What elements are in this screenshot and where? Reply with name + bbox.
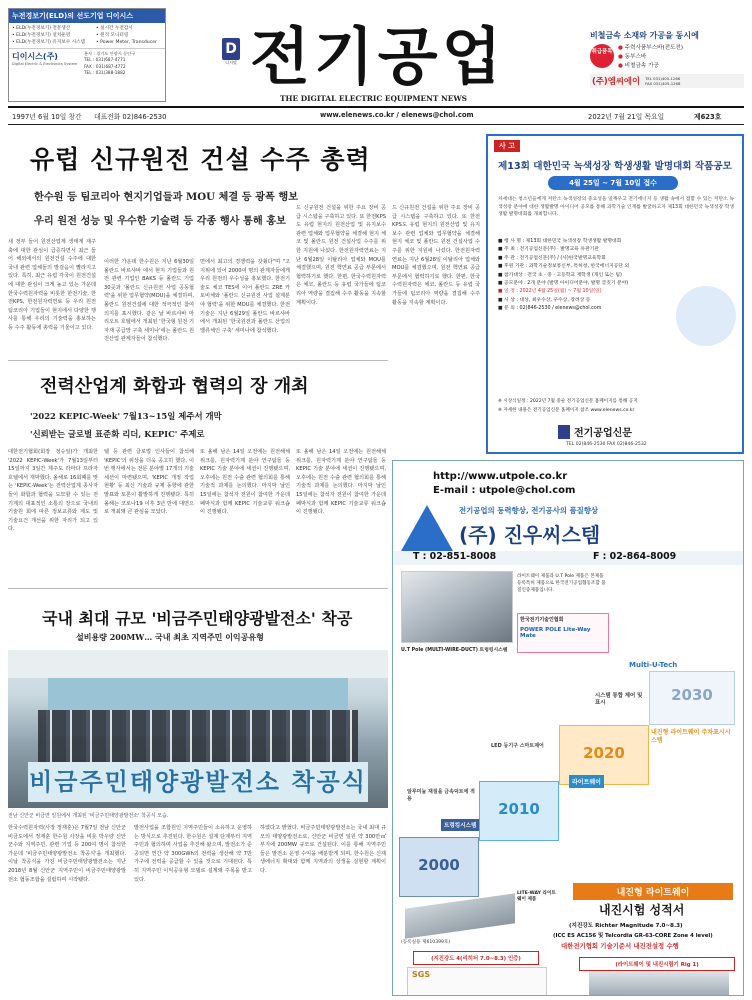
people-group <box>38 710 358 766</box>
product-photo <box>401 571 513 643</box>
notice-sign-sub: TEL 02)846-2530 FAX 02)846-2532 <box>566 442 647 447</box>
ad-left-contact: TEL : 031)388-1882 <box>84 70 126 76</box>
ad-left-item2: • 실시간 누전감시 <box>96 26 133 31</box>
ad-left-item2: • 원격 모니터링 <box>96 33 129 38</box>
article1-col: 드 신규원전 건설을 위한 주요 장비 공급 시스템을 구축하고 있다. 또 한전KPS도 유럽 현지의 원전산업 및 유지보수 관련 업체와 업무협약을 체결해 현지 체코 및 폴란드 원전 건설사업 수주를 위한 지원에 나섰다. 한전원자력연료는 지난 6월28일 이탈리아 업체와 MOU를 체결했으며, 원전 핵연료 공급 부문에서 협력하기로 했다. 한편, 한국수력원자력은 체코, 폴란드 등 유럽 국가들에 팀코리아 역량을 결집해 수주 활동을 지속할 계획이다. <box>392 205 480 306</box>
issue-number: 제623호 <box>694 113 722 121</box>
ad-logo-icon <box>401 505 453 551</box>
notice-row: ■ 공모분야 : 2개 분야 (발명 아이디어분야, 발명 글짓기 분야) <box>498 281 629 287</box>
notice-title: 제13회 대한민국 녹색성장 학생생활 발명대회 작품공모 <box>498 161 732 172</box>
step-2010 <box>479 781 559 841</box>
article2-col: 또 올해 남은 14일 오전에는 원전해체 위크를, 원자력기계 분야 연구팀들 등 KEPIC 기술 분야에 세션이 진행됐으며, 오후에는 원전 수출 관련 협의회를 통해 기술적 과제를 논의했다. 마지막 날인 15일에는 참석자 전원이 참여한 가운데 폐막식과 함께 KEPIC 기술교류 워크숍이 진행됐다. <box>296 449 386 516</box>
step-label: 2000 <box>418 856 460 874</box>
cert-title: 한국전기기술인협회 <box>520 617 564 623</box>
ad-tel: T : 02-851-8008 <box>413 551 497 562</box>
article2-col: 또 올해 남은 14일 오전에는 원전해체 위크를, 원자력기계 분야 연구팀들 등 KEPIC 기술 분야에 세션이 진행됐으며, 오후에는 원전 수출 관련 협의회를 통해 기술적 과제를 논의했다. 마지막 날인 15일에는 참석자 전원이 참여한 가운데 폐막식과 함께 KEPIC 기술교류 워크숍이 진행됐다. <box>200 449 290 516</box>
notice-row: ■ 문 의 : 02)846-2530 / elenews@chol.com <box>498 306 602 312</box>
article2-subheadline: '2022 KEPIC-Week' 7월13~15일 제주서 개막 <box>30 411 222 421</box>
notice-row: ■ 참가대상 : 전국 초 · 중 · 고등학교 재학생 (개인 또는 팀) <box>498 272 622 278</box>
step-2030 <box>649 671 735 725</box>
ad-left-item2: • Power Meter, Transducer <box>96 40 157 45</box>
ad-left <box>8 8 166 102</box>
notice-box <box>486 134 744 454</box>
notice-footer: ※ 자세한 내용은 전기공업신문 홈페이지 참조 www.elenews.co.kr <box>498 408 635 413</box>
bullet-icon: ● <box>618 45 625 51</box>
step-label: 2020 <box>583 744 625 762</box>
ad-right-item: 비철금속 가공 <box>624 63 659 69</box>
article1-subheadline: 우리 원전 성능 및 우수한 기술력 등 각종 행사 통해 홍보 <box>34 215 286 227</box>
ad-slogan: 전기공업의 동력향상, 전기공사의 품질향상 <box>459 506 599 515</box>
ad-email: E-mail : utpole@chol.com <box>433 485 576 496</box>
ad-right-tel: FAX 031)405-1268 <box>645 81 681 86</box>
article2-col: 대한전기협회(회장 정승일)가 개최한 '2022 KEPIC-Week'가 7월13일부터 15일까지 3일간 제주도 라마다 프라자 호텔에서 개막했다. 올해로 16회째를 맞는 'KEPIC-Week'는 전력산업계 종사자들이 화합과 협력을 도모할 수 있는 전기계의 대표적인 소통의 장으로 국내외 기술원 회에 따른 정보교류와 제도 및 기술요건 개선을 위한 자리가 되고 있다. <box>8 449 98 533</box>
timeline-steps <box>399 661 739 901</box>
banner-text: 비금주민태양광발전소 착공식 <box>28 762 368 802</box>
notice-row: ■ 일 정 : 2022년 4월 25일(월) ~ 7월 10일(일) <box>498 289 602 295</box>
notice-row: ■ 주 최 : 전기공업신문(주) · 발명교육 유관기관 <box>498 247 599 253</box>
ad-company: (주) 진우씨스템 <box>459 523 601 547</box>
ad-right-item: 동부스바 <box>624 54 647 60</box>
article3-col: 발전사업을 조합원인 지역주민들이 소유하고 운영하는 방식으로 추진된다. 한수원은 설계 단계부터 지역주민과 협의하며 사업을 추진해 왔으며, 발전소가 준공되면 연간 약 300GWh의 전력을 생산해 약 7만 가구에 전력을 공급할 수 있을 것으로 기대된다. 특히 지역주민 이익공유형 모델로 설계돼 주목을 받고 있다. <box>134 825 252 883</box>
article1-headline: 유럽 신규원전 건설 수주 총력 <box>30 145 371 174</box>
masthead-subtitle: THE DIGITAL ELECTRIC EQUIPMENT NEWS <box>280 94 468 103</box>
logo-mark-icon: D <box>222 38 240 60</box>
notice-watermark-icon <box>676 286 736 346</box>
cert-badge: (지진강도 4(리히터 7.0~8.3) 인증) <box>413 951 539 965</box>
step-text: 트렁킹시스템 <box>441 819 479 831</box>
quake-spec: (ICC ES AC156 및 Telcordia GR-63-CORE Zone 4 level) <box>553 933 713 939</box>
product-desc: 라이트웨이 제품과 U.T Pole 제품은 본제품 등록특허 제품으로 한국전기공업협동조합 품질인증제품입니다. <box>517 574 606 593</box>
ad-url: http://www.utpole.co.kr <box>433 471 568 482</box>
notice-row: ■ 주 관 : 전기공업신문(주) / (사)한국발명교육학회 <box>498 255 606 261</box>
article2-subheadline: '신뢰받는 글로벌 표준화 리더, KEPIC' 주제로 <box>30 429 205 439</box>
step-text: 라이트웨이 <box>569 775 604 788</box>
issue-bar <box>8 110 744 122</box>
ad-left-company-en: Digital Electric & Electronics System <box>12 62 78 66</box>
step-label: 2010 <box>498 800 540 818</box>
bullet-icon: ● <box>618 63 625 69</box>
phone-number: 대표전화 02)846-2530 <box>94 113 167 121</box>
article1-subheadline: 한수원 등 팀코리아 현지기업들과 MOU 체결 등 광폭 행보 <box>34 191 299 203</box>
ad-right-tel: TEL 031)405-1266 <box>645 76 681 81</box>
article3-headline: 국내 최대 규모 '비금주민태양광발전소' 착공 <box>42 609 353 628</box>
ad-right-company: (주)엠씨에이 <box>592 76 641 86</box>
website-email: www.elenews.co.kr / elenews@chol.com <box>320 111 474 119</box>
quake-spec: (지진강도 Richter Magnitude 7.0~8.3) <box>569 923 683 929</box>
quake-left-label: LITE-WAY 라이트웨이 제품 <box>517 891 556 903</box>
notice-intro: 차세대는 청소년들에게 저탄소 녹색성장의 중요성을 일깨우고 전기에너지 등 생활 속에서 접할 수 있는 저탄소 녹색성장 분야에 대한 생활발명 아이디어 공모를 통해 과학기술 인재를 발굴하고자 제13회 대한민국 녹색성장 학생생활 발명대회를 개최합니다. <box>498 197 734 218</box>
quake-title: 내진형 라이트웨이 <box>573 883 733 900</box>
quake-reg: (등록실용 제610399호) <box>401 940 451 945</box>
quake-sub: 내진시험 성적서 <box>599 903 685 917</box>
notice-footer: ※ 시상식일정 : 2022년 7월 중순 전기공업신문 홈페이지를 통해 공지 <box>498 399 638 404</box>
sgs-logo: SGS <box>412 970 431 979</box>
article2-col: 텔 등 관련 글로벌 인사들이 참석해 'KEPIC'의 위상을 더욱 공고히 했다. 이번 행사에서는 전문 분야별 17개의 기술 세션이 마련됐으며, 'KEPIC 개정 작업 현황' 등 최신 기술과 규제 동향에 관한 발표와 토론이 활발하게 진행됐다. 특히 올해는 코로나19 이후 3년 만에 대면으로 개최돼 큰 관심을 모았다. <box>104 449 194 516</box>
ad-left-company: 디이시스(주) <box>12 52 58 61</box>
step-text: 시스템 통합 제어 및 표시 <box>595 693 643 706</box>
ad-left-item: • ELD(누전경보기) 유지보수 시스템 <box>12 40 85 45</box>
cert-sub: POWER POLE Lite-Way Mate <box>520 627 591 639</box>
notice-tag: 사 고 <box>494 140 520 152</box>
sgs-document <box>407 967 547 996</box>
quake-note: 대한전기협회 기술기준서 내진전설정 수행 <box>561 942 679 950</box>
groundbreaking-photo <box>8 650 388 808</box>
ad-left-item: • ELD(누전경보기) 전문생산 <box>12 26 71 31</box>
step-tag: Multi-U-Tech <box>629 661 678 669</box>
ad-left-item: • ELD(누전경보기) 설치운영 <box>12 33 71 38</box>
masthead-title: 전기공업 <box>250 20 506 93</box>
article3-col: 한국수력원자력(사장 정재훈)은 7월7일 전남 신안군 비금도에서 정재훈 한수원 사장을 비롯 박우량 신안군수와 지역주민, 관련 기업 등 200여 명이 참석한 가운데 '비금주민태양광발전소 착공식'을 개최했다. 이날 착공식을 가진 비금주민태양광발전소는 지난 2018년 8월 신안군 지역주민이 비금주민태양광발전소 협동조합을 설립하며 시작됐다. <box>8 825 126 883</box>
article1-col: 이러한 가운데 한수원은 지난 6월30일 폴란드 바르샤바 에서 현지 기업들과 원전 관련 기업인 BAKS 등 폴란드 기업 30곳과 '폴란드 신규원전 사업 공동협력'을 위한 업무협약(MOU)을 체결하며, 폴란드 원전건설에 대한 적극적인 참여 의지를 표시했다. 같은 날 바르샤바 마리오트 호텔에서 개최된 '한국형 원전 기자재 공급망 구축 세미나'에는 폴란드 원전산업 관계자들이 참석했다. <box>104 259 194 343</box>
ad-left-contact: FAX : 031)687-4772 <box>84 63 126 69</box>
ad-left-headline: 누전경보기(ELD)의 선도기업 디이시스 <box>9 9 165 23</box>
article1-col: 면에서 최고의 경쟁력을 갖췄다"며 "고 지위에 있어 2000여 명의 관계자들에게 우리 원전의 우수성을 홍보했다. 한전기술도 체코 TES에 이어 폴란드 ZRE 카토비체와 '폴란드 신규원전 사업 설계분야 협력'을 위한 MOU를 체결했다. 한전기술은 지난 6월29일 폴란드 바르샤바에서 개최된 '한국원전과 폴란드 산업의 밸류체인 구축' 세미나에 참석했다. <box>200 259 290 334</box>
masthead-logo <box>222 38 244 68</box>
bullet-icon: ● <box>618 54 625 60</box>
test-badge: (라이트웨이 및 내진시험기 Rig 1) <box>579 957 735 971</box>
founded-date: 1997년 6월 10일 창간 <box>12 113 82 121</box>
issue-date: 2022년 7월 21일 목요일 <box>588 113 665 121</box>
article2-headline: 전력산업계 화합과 협력의 장 개최 <box>40 376 309 397</box>
ad-fax: F : 02-864-8009 <box>593 551 677 562</box>
logo-caption: 디지털 <box>225 60 237 65</box>
ad-right-item: 주력사품부스바(전도전) <box>624 45 684 51</box>
step-tag: LED 등기구 스마트제어 <box>491 743 544 749</box>
ad-left-contact: TEL : 031)687-4771 <box>84 57 126 63</box>
step-2000 <box>399 837 479 897</box>
step-label: 2030 <box>671 686 713 704</box>
notice-period: 4월 25일 ~ 7월 10일 접수 <box>548 176 678 190</box>
ad-left-contact: 본사 : 경기도 안양시 동안구 <box>84 51 136 56</box>
ad-utpole <box>392 460 744 996</box>
test-rig-photo <box>589 971 729 996</box>
article3-col: 하였다고 밝혔다. 비금주민태양광발전소는 국내 최대 규모의 태양광발전소로, 신안군 비금면 일원 약 300만㎡ 부지에 200MW 규모로 건설된다. 이를 통해 지역주민들은 발전소 운영 수익을 배분받게 되며, 한수원은 신재생에너지 확대와 함께 지역과의 상생을 실현할 계획이다. <box>260 825 386 874</box>
notice-row: ■ 행 사 명 : 제13회 대한민국 녹색성장 학생생활 발명대회 <box>498 239 622 244</box>
article1-col: 새 정부 들어 원전산업계 생태계 재구축에 대한 관심이 급증하면서 최근 들어 해외에서의 원전건설 수주에 대한 국내 관련 업체들의 발걸음이 빨라지고 있다. 특히, 최근 유럽 각국이 원전건설에 대한 관심이 크게 높고 있는 가운데 한국수력원자력을 비롯한 한전기술, 한전KPS, 한전원자력연료 등 우리 원전 팀코리아 기업들이 현지에서 다양한 행사를 통해 우리의 기술력을 홍보하는 등 수주 활동에 총력을 기울이고 있다. <box>8 239 96 331</box>
newspaper-logo-icon <box>558 425 570 439</box>
article3-subheadline: 설비용량 200MW… 국내 최초 지역주민 이익공유형 <box>76 632 264 642</box>
product-left-label: U.T Pole (MULTI-WIRE-DUCT) 트렁킹시스템 <box>401 648 508 653</box>
ad-right <box>590 30 744 102</box>
article1-col: 드 신규원전 건설을 위한 주요 장비 공급 시스템을 구축하고 있다. 또 한전KPS도 유럽 현지의 원전산업 및 유지보수 관련 업체와 업무협약을 체결해 현지 체코 및 폴란드 원전 건설사업 수주를 위한 지원에 나섰다. 한전원자력연료는 지난 6월28일 이탈리아 업체와 MOU를 체결했으며, 원전 핵연료 공급 부문에서 협력하기로 했다. 한편, 한국수력원자력은 체코, 폴란드 등 유럽 국가들에 팀코리아 역량을 결집해 수주 활동을 지속할 계획이다. <box>296 205 386 306</box>
ad-right-headline: 비철금속 소재와 가공을 동시에 <box>590 31 699 40</box>
cert-box <box>517 613 609 653</box>
notice-row: ■ 시 상 : 대상, 최우수상, 우수상, 장려상 등 <box>498 297 591 303</box>
notice-row: ■ 후원 기관 : 과학기술정보통신부, 특허청, 한국에너지공단 외 <box>498 264 630 270</box>
photo-caption: 전남 신안군 비금면 일원에서 개최된 '비금주민태양광발전소' 착공식 모습. <box>8 813 169 819</box>
notice-sign: 전기공업신문 <box>574 428 632 439</box>
step-text: 내진형 라이트웨이 주차표시시스템 <box>651 729 731 744</box>
ad-right-badge: 취급품목 <box>590 44 614 68</box>
step-tag: 알루미늄 재질을 금속덕트에 적용 <box>407 789 476 802</box>
tent-roof <box>8 650 388 678</box>
